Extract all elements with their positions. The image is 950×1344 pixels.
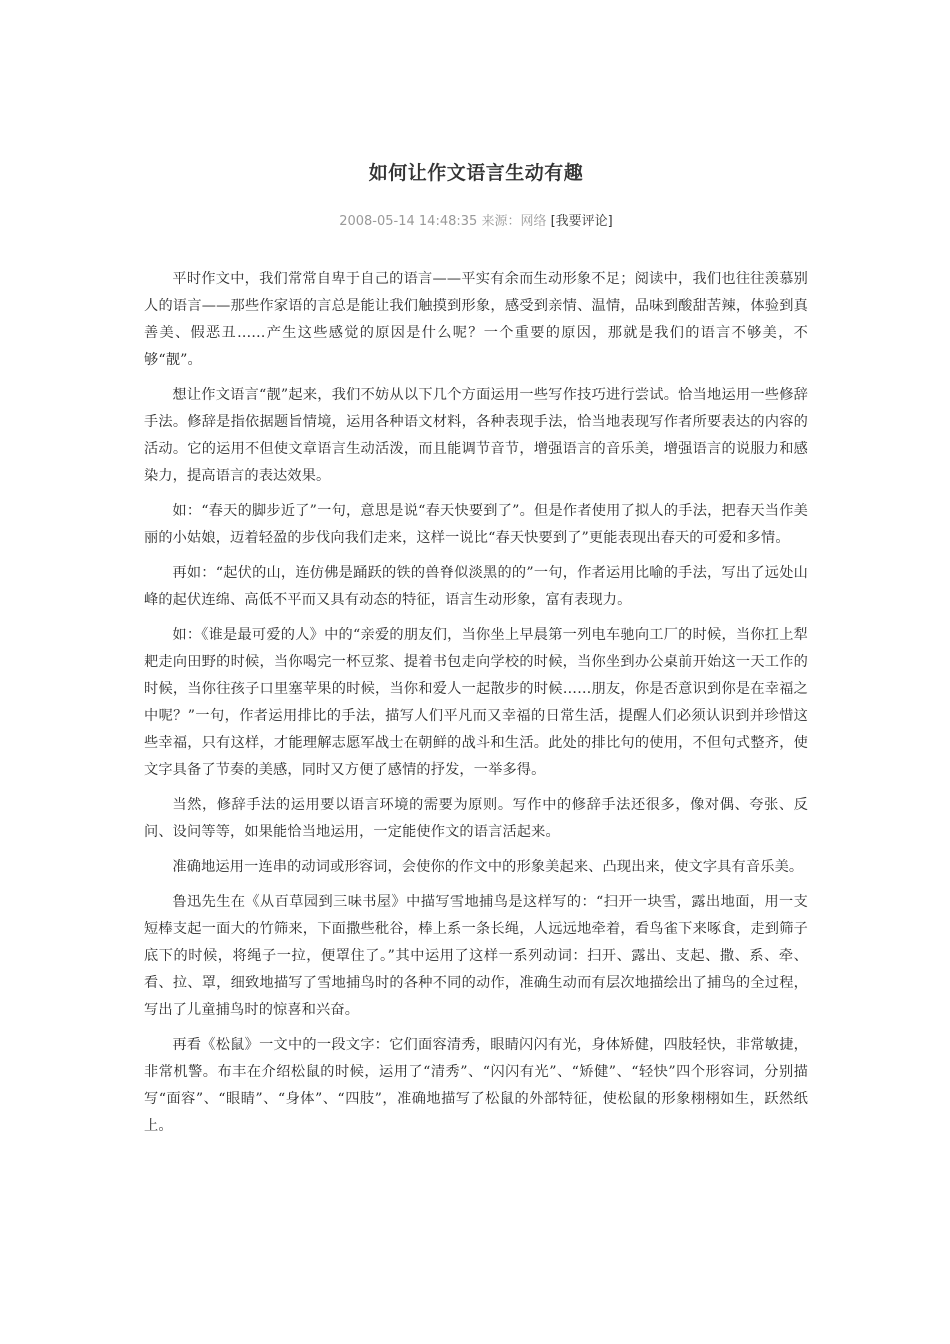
comment-link[interactable]: [我要评论] [550,214,613,229]
paragraph: 当然，修辞手法的运用要以语言环境的需要为原则。写作中的修辞手法还很多，像对偶、夸张、反问、设问等等，如果能恰当地运用，一定能使作文的语言活起来。 [144,797,808,840]
article-title: 如何让作文语言生动有趣 [368,162,584,184]
paragraph: 如：“春天的脚步近了”一句，意思是说“春天快要到了”。但是作者使用了拟人的手法，把春天当作美丽的小姑娘，迈着轻盈的步伐向我们走来，这样一说比“春天快要到了”更能表现出春天的可爱和多情。 [144,503,808,546]
paragraph: 准确地运用一连串的动词或形容词，会使你的作文中的形象美起来、凸现出来，使文字具有音乐美。 [172,859,804,875]
source-name: 网络 [520,214,547,229]
paragraph: 想让作文语言“靓”起来，我们不妨从以下几个方面运用一些写作技巧进行尝试。恰当地运用一些修辞手法。修辞是指依据题旨情境，运用各种语文材料，各种表现手法，恰当地表现写作者所要表达的内容的活动。它的运用不但使文章语言生动活泼，而且能调节音节，增强语言的音乐美，增强语言的说服力和感染力，提高语言的表达效果。 [144,387,808,484]
article-meta [144,210,808,229]
paragraph: 再如：“起伏的山，连仿佛是踊跃的铁的兽脊似淡黑的的”一句，作者运用比喻的手法，写出了远处山峰的起伏连绵、高低不平而又具有动态的特征，语言生动形象，富有表现力。 [144,565,808,608]
paragraph: 如：《谁是最可爱的人》中的“亲爱的朋友们，当你坐上早晨第一列电车驰向工厂的时候，当你扛上犁耙走向田野的时候，当你喝完一杯豆浆、提着书包走向学校的时候，当你坐到办公桌前开始这一天工作的时候，当你往孩子口里塞苹果的时候，当你和爱人一起散步的时候……朋友，你是否意识到你是在幸福之中呢？”一句，作者运用排比的手法，描写人们平凡而又幸福的日常生活，提醒人们必须认识到并珍惜这些幸福，只有这样，才能理解志愿军战士在朝鲜的战斗和生活。此处的排比句的使用，不但句式整齐，使文字具备了节奏的美感，同时又方便了感情的抒发，一举多得。 [144,627,808,778]
paragraph: 平时作文中，我们常常自卑于自己的语言——平实有余而生动形象不足；阅读中，我们也往往羡慕别人的语言——那些作家语的言总是能让我们触摸到形象，感受到亲情、温情，品味到酸甜苦辣，体验到真善美、假恶丑……产生这些感觉的原因是什么呢？一个重要的原因，那就是我们的语言不够美，不够“靓”。 [144,271,808,368]
source-label: 来源： [481,214,521,229]
paragraph: 鲁迅先生在《从百草园到三味书屋》中描写雪地捕鸟是这样写的：“扫开一块雪，露出地面，用一支短棒支起一面大的竹筛来，下面撒些秕谷，棒上系一条长绳，人远远地牵着，看鸟雀下来啄食，走到筛子底下的时候，将绳子一拉，便罩住了。”其中运用了这样一系列动词：扫开、露出、支起、撒、系、牵、看、拉、罩，细致地描写了雪地捕鸟时的各种不同的动作，准确生动而有层次地描绘出了捕鸟的全过程，写出了儿童捕鸟时的惊喜和兴奋。 [144,894,808,1018]
paragraph: 再看《松鼠》一文中的一段文字：它们面容清秀，眼睛闪闪有光，身体矫健，四肢轻快，非常敏捷，非常机警。布丰在介绍松鼠的时候，运用了“清秀”、“闪闪有光”、“矫健”、“轻快”四个形容词，分别描写“面容”、“眼睛”、“身体”、“四肢”，准确地描写了松鼠的外部特征，使松鼠的形象栩栩如生，跃然纸上。 [144,1037,808,1134]
publish-datetime: 2008-05-14 14:48:35 [339,214,478,229]
article-body [144,266,808,1148]
